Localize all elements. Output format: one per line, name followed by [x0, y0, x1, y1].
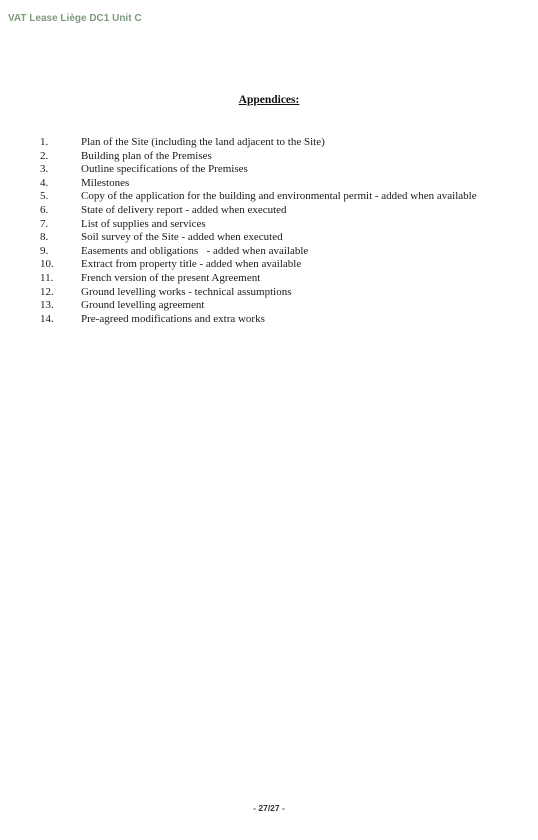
list-item — [40, 299, 477, 313]
item-number: 10. — [40, 258, 54, 271]
list-item — [40, 231, 477, 245]
item-text: Outline specifications of the Premises — [81, 163, 248, 176]
list-item — [40, 218, 477, 232]
item-number: 8. — [40, 231, 49, 244]
list-item — [40, 150, 477, 164]
item-text: Building plan of the Premises — [81, 149, 212, 162]
appendices-title: Appendices: — [238, 94, 300, 106]
list-item — [40, 136, 477, 150]
item-number: 14. — [40, 312, 54, 325]
list-item — [40, 272, 477, 286]
item-text: Ground levelling works - technical assumptions — [81, 285, 292, 298]
list-item — [40, 190, 477, 204]
item-text: Ground levelling agreement — [81, 299, 205, 312]
item-number: 4. — [40, 176, 49, 189]
item-number: 11. — [40, 271, 54, 284]
list-item — [40, 313, 477, 327]
appendices-list — [40, 136, 477, 326]
item-text: Extract from property title - added when available — [81, 258, 302, 271]
item-text: Easements and obligations - added when available — [81, 244, 309, 257]
list-item — [40, 177, 477, 191]
item-text: Copy of the application for the building and environmental permit - added when available — [81, 190, 477, 203]
item-text: Soil survey of the Site - added when executed — [81, 231, 283, 244]
item-number: 9. — [40, 244, 49, 257]
list-item — [40, 286, 477, 300]
list-item — [40, 258, 477, 272]
item-number: 13. — [40, 299, 54, 312]
page-number: - 27/27 - — [253, 803, 285, 813]
list-item — [40, 204, 477, 218]
item-text: State of delivery report - added when executed — [81, 203, 287, 216]
item-text: List of supplies and services — [81, 217, 206, 230]
item-number: 7. — [40, 217, 49, 230]
item-text: French version of the present Agreement — [81, 271, 261, 284]
list-item — [40, 245, 477, 259]
item-number: 3. — [40, 163, 49, 176]
item-number: 2. — [40, 149, 49, 162]
item-text: Plan of the Site (including the land adjacent to the Site) — [81, 136, 325, 148]
item-text: Milestones — [81, 176, 130, 189]
item-number: 5. — [40, 190, 49, 203]
item-number: 12. — [40, 285, 54, 298]
item-number: 1. — [40, 136, 49, 148]
item-number: 6. — [40, 203, 49, 216]
item-text: Pre-agreed modifications and extra works — [81, 312, 265, 325]
list-item — [40, 163, 477, 177]
document-header: VAT Lease Liège DC1 Unit C — [8, 13, 142, 24]
